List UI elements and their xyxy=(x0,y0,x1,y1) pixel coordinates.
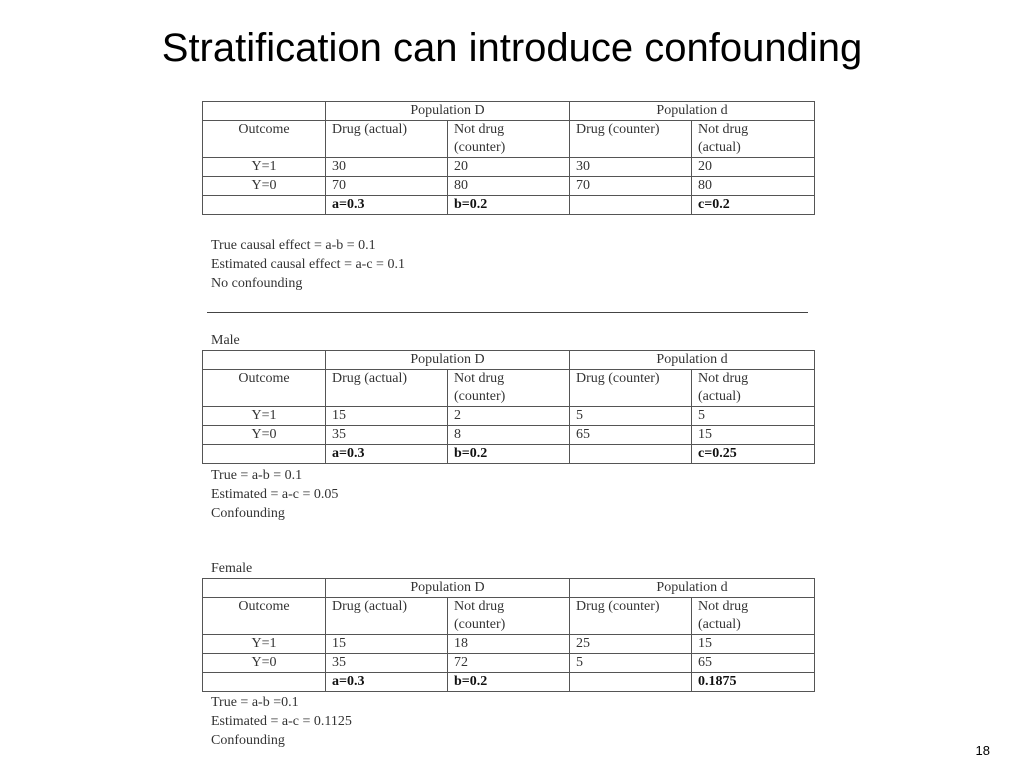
summary-cell: b=0.2 xyxy=(448,445,570,464)
table-cell: 15 xyxy=(692,426,815,445)
column-header-line: Not drug xyxy=(454,122,505,137)
summary-cell: a=0.3 xyxy=(326,445,448,464)
column-header: Drug (actual) xyxy=(326,598,448,635)
group-header: Population d xyxy=(570,351,815,370)
table-cell: 15 xyxy=(692,635,815,654)
table-cell: 25 xyxy=(570,635,692,654)
table-cell: 80 xyxy=(448,177,570,196)
table-cell: 5 xyxy=(692,407,815,426)
group-header: Population D xyxy=(326,102,570,121)
note-line: True = a-b =0.1 xyxy=(211,695,299,710)
note-line: Confounding xyxy=(211,733,285,748)
group-header-row xyxy=(203,102,815,121)
summary-cell: b=0.2 xyxy=(448,673,570,692)
note-line: True causal effect = a-b = 0.1 xyxy=(211,238,376,253)
slide-title: Stratification can introduce confounding xyxy=(161,26,863,70)
page-number: 18 xyxy=(975,743,990,758)
section-label-male: Male xyxy=(211,333,240,348)
male-notes xyxy=(211,466,338,523)
column-header-line: Not drug xyxy=(698,599,749,614)
table-row xyxy=(203,158,815,177)
group-header-row xyxy=(203,351,815,370)
note-line: True = a-b = 0.1 xyxy=(211,468,303,483)
row-label: Y=1 xyxy=(203,635,326,654)
female-notes xyxy=(211,693,352,750)
female-table xyxy=(202,578,815,692)
table-cell: 20 xyxy=(692,158,815,177)
note-line: Estimated causal effect = a-c = 0.1 xyxy=(211,257,405,272)
section-label-female: Female xyxy=(211,561,253,576)
table-row xyxy=(203,654,815,673)
divider-line xyxy=(207,312,808,313)
column-header: Outcome xyxy=(203,121,326,158)
column-header-line: Not drug xyxy=(698,122,749,137)
table-cell: 35 xyxy=(326,654,448,673)
overall-notes xyxy=(211,236,405,293)
column-header: Drug (actual) xyxy=(326,121,448,158)
column-header: Drug (counter) xyxy=(570,370,692,407)
column-header: Outcome xyxy=(203,370,326,407)
column-header-line: (actual) xyxy=(698,140,741,155)
summary-row xyxy=(203,196,815,215)
summary-cell: c=0.25 xyxy=(692,445,815,464)
empty-cell xyxy=(203,196,326,215)
summary-cell: c=0.2 xyxy=(692,196,815,215)
overall-table xyxy=(202,101,815,215)
column-header-line: (counter) xyxy=(454,140,506,155)
summary-cell: b=0.2 xyxy=(448,196,570,215)
column-header-line: (counter) xyxy=(454,389,506,404)
column-header-line: Not drug xyxy=(698,371,749,386)
summary-cell: a=0.3 xyxy=(326,196,448,215)
table-cell: 8 xyxy=(448,426,570,445)
note-line: Estimated = a-c = 0.05 xyxy=(211,487,339,502)
column-header xyxy=(448,370,570,407)
note-line: Estimated = a-c = 0.1125 xyxy=(211,714,352,729)
group-header: Population D xyxy=(326,351,570,370)
empty-cell xyxy=(203,351,326,370)
table-cell: 65 xyxy=(692,654,815,673)
group-header: Population D xyxy=(326,579,570,598)
group-header: Population d xyxy=(570,579,815,598)
column-header xyxy=(692,598,815,635)
table-cell: 20 xyxy=(448,158,570,177)
column-header xyxy=(448,598,570,635)
empty-cell xyxy=(203,673,326,692)
note-line: Confounding xyxy=(211,506,285,521)
table-cell: 70 xyxy=(326,177,448,196)
table-cell: 65 xyxy=(570,426,692,445)
summary-cell xyxy=(570,445,692,464)
column-header: Drug (counter) xyxy=(570,598,692,635)
column-header: Drug (actual) xyxy=(326,370,448,407)
table-cell: 15 xyxy=(326,635,448,654)
table-cell: 15 xyxy=(326,407,448,426)
column-header-row xyxy=(203,598,815,635)
row-label: Y=1 xyxy=(203,158,326,177)
summary-row xyxy=(203,673,815,692)
column-header-row xyxy=(203,121,815,158)
column-header: Outcome xyxy=(203,598,326,635)
empty-cell xyxy=(203,579,326,598)
group-header: Population d xyxy=(570,102,815,121)
column-header: Drug (counter) xyxy=(570,121,692,158)
table-cell: 30 xyxy=(570,158,692,177)
column-header xyxy=(448,121,570,158)
table-cell: 80 xyxy=(692,177,815,196)
table-cell: 30 xyxy=(326,158,448,177)
summary-row xyxy=(203,445,815,464)
empty-cell xyxy=(203,102,326,121)
table-cell: 2 xyxy=(448,407,570,426)
table-cell: 18 xyxy=(448,635,570,654)
table-row xyxy=(203,426,815,445)
summary-cell: a=0.3 xyxy=(326,673,448,692)
row-label: Y=0 xyxy=(203,426,326,445)
column-header xyxy=(692,121,815,158)
summary-cell: 0.1875 xyxy=(692,673,815,692)
male-table xyxy=(202,350,815,464)
summary-cell xyxy=(570,673,692,692)
summary-cell xyxy=(570,196,692,215)
table-cell: 5 xyxy=(570,654,692,673)
table-row xyxy=(203,407,815,426)
note-line: No confounding xyxy=(211,276,303,291)
column-header-line: (actual) xyxy=(698,389,741,404)
table-cell: 35 xyxy=(326,426,448,445)
row-label: Y=1 xyxy=(203,407,326,426)
row-label: Y=0 xyxy=(203,177,326,196)
table-row xyxy=(203,177,815,196)
empty-cell xyxy=(203,445,326,464)
column-header-row xyxy=(203,370,815,407)
table-row xyxy=(203,635,815,654)
column-header-line: (counter) xyxy=(454,617,506,632)
table-cell: 70 xyxy=(570,177,692,196)
column-header-line: Not drug xyxy=(454,371,505,386)
group-header-row xyxy=(203,579,815,598)
column-header-line: (actual) xyxy=(698,617,741,632)
row-label: Y=0 xyxy=(203,654,326,673)
table-cell: 5 xyxy=(570,407,692,426)
table-cell: 72 xyxy=(448,654,570,673)
column-header-line: Not drug xyxy=(454,599,505,614)
column-header xyxy=(692,370,815,407)
